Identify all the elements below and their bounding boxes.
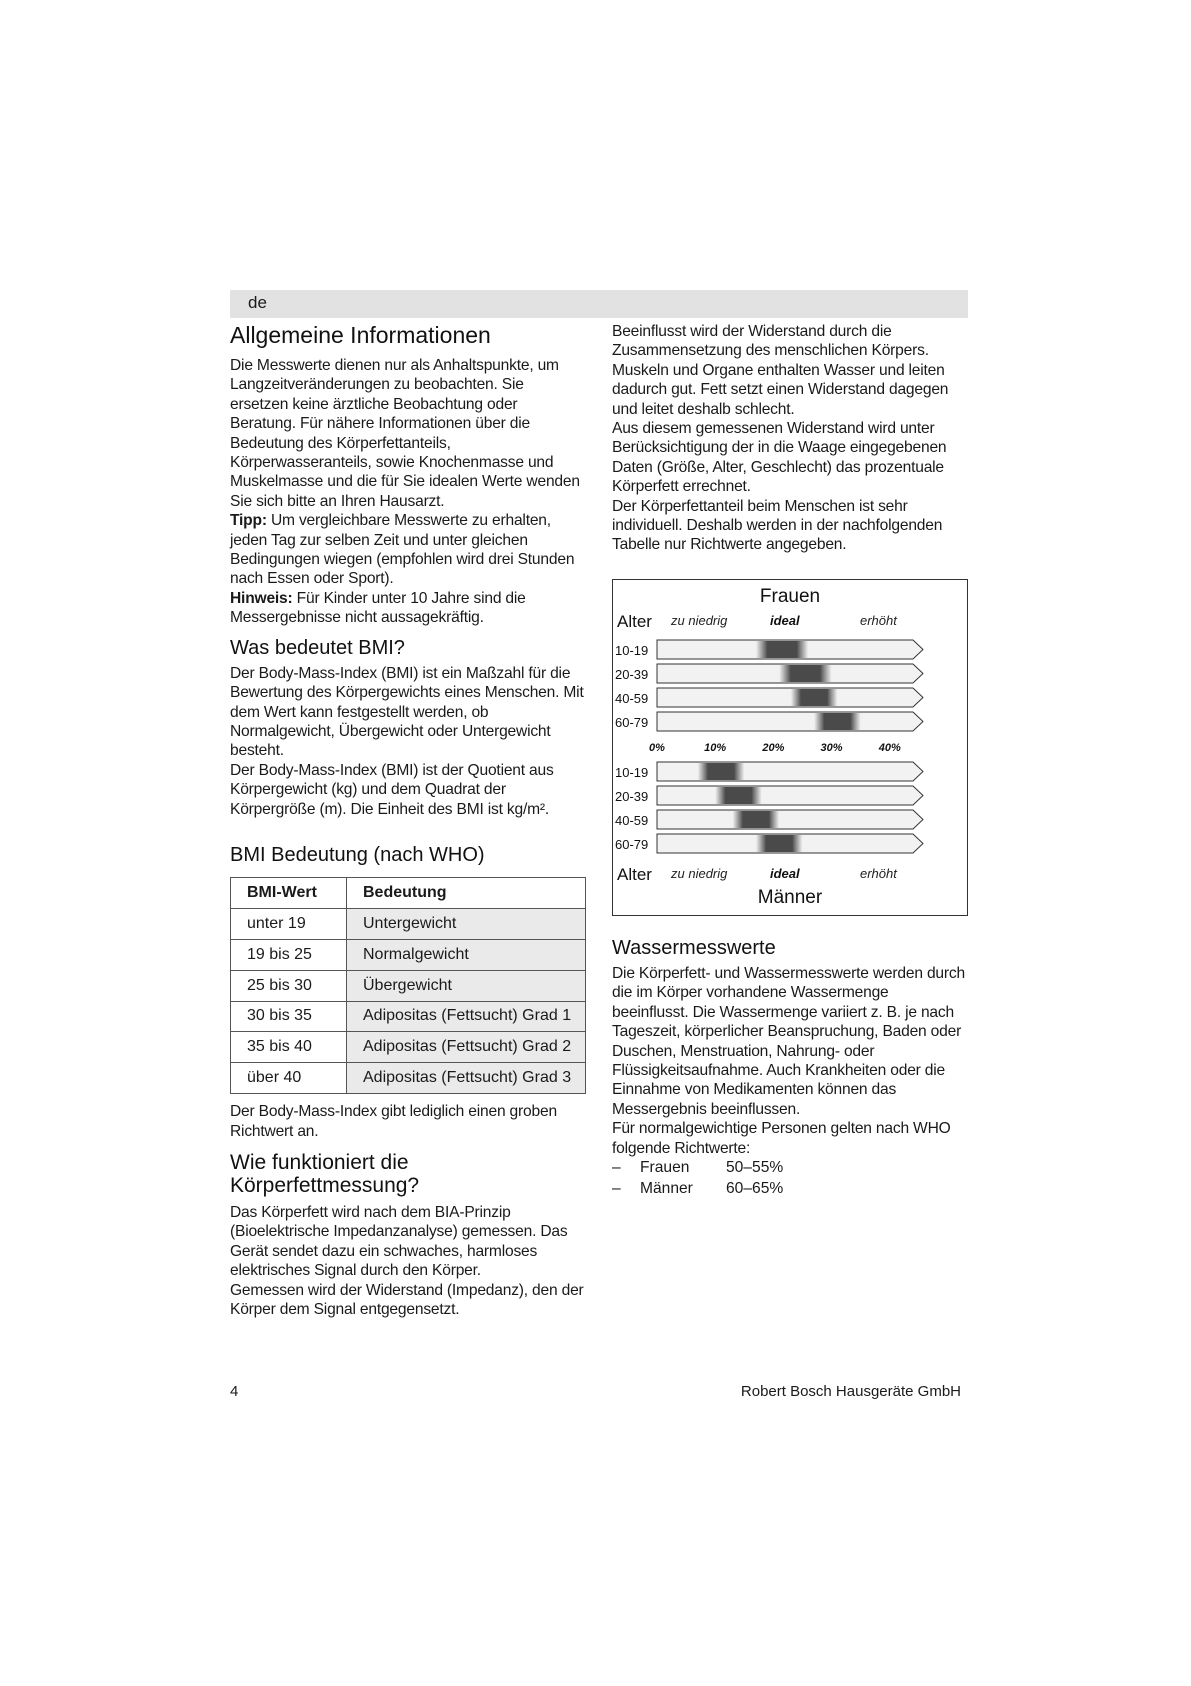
age-label: 20-39 [615,788,649,804]
bmi-table [230,877,586,1094]
table-cell: 25 bis 30 [231,970,347,1001]
list-label: Männer [640,1179,693,1197]
x-tick-label: 0% [649,741,665,754]
table-cell: Adipositas (Fettsucht) Grad 2 [347,1032,586,1063]
list-label: Frauen [640,1158,690,1176]
age-header: Alter [617,611,652,631]
bmi-note: Der Body-Mass-Index gibt lediglich einen groben Richtwert an. [230,1103,557,1140]
ideal-zone [791,689,838,706]
note-label: Hinweis: [230,589,293,607]
table-cell: 35 bis 40 [231,1032,347,1063]
table-header-row [231,877,586,908]
ideal-zone [715,787,762,804]
table-cell: 30 bis 35 [231,1001,347,1032]
age-label: 10-19 [615,764,649,780]
table-cell: Übergewicht [347,970,586,1001]
table-header-cell: BMI-Wert [231,877,347,908]
zone-label-high: erhöht [860,865,897,881]
range-bar [657,786,923,805]
age-header: Alter [617,864,652,884]
x-tick-label: 40% [878,741,901,754]
bmi-heading: Was bedeutet BMI? [230,636,405,659]
age-label: 20-39 [615,666,649,682]
right-paragraph-2: Aus diesem gemessenen Widerstand wird unter Berücksichtigung der in die Waage eingegebenen Daten (Größe, Alter, Geschlecht) das prozentuale Körperfett errechnet. [612,420,947,496]
body-fat-chart [612,579,968,916]
water-values-list [612,1158,968,1200]
list-dash: – [612,1179,621,1197]
zone-label-ideal: ideal [770,865,800,881]
general-heading: Allgemeine Informationen [230,322,491,348]
table-row [231,939,586,970]
left-column [230,322,586,1319]
general-body: Die Messwerte dienen nur als Anhaltspunkte, um Langzeitveränderungen zu beobachten. Sie ersetzen keine ärztliche Beobachtung oder Beratung. Für nähere Informationen über die Bedeutung des Körperfettanteils, Körperwasseranteils, sowie Knochenmasse und Muskelmasse und die für Sie idealen Werte wenden Sie sich bitte an Ihren Hausarzt. [230,357,580,510]
right-column [612,322,968,1200]
table-row [231,1063,586,1094]
company-name: Robert Bosch Hausgeräte GmbH [740,1383,961,1400]
zone-label-low: zu niedrig [671,865,728,881]
water-paragraph-2: Für normalgewichtige Personen gelten nach WHO folgende Richtwerte: [612,1120,951,1157]
age-label: 60-79 [615,836,649,852]
list-value: 50–55% [726,1158,784,1176]
table-cell: Normalgewicht [347,939,586,970]
note-text: Für Kinder unter 10 Jahre sind die Messergebnisse nicht aussagekräftig. [230,589,526,627]
who-heading: BMI Bedeutung (nach WHO) [230,843,485,866]
table-row [231,1032,586,1063]
fat-paragraph-1: Das Körperfett wird nach dem BIA-Prinzip (Bioelektrische Impedanzanalyse) gemessen. Das Gerät sendet dazu ein schwaches, harmloses elektrisches Signal durch den Körper. [230,1203,568,1280]
women-title: Frauen [759,585,821,607]
language-bar [230,290,968,318]
table-header-cell: Bedeutung [347,877,586,908]
zone-label-low: zu niedrig [671,612,728,628]
language-code: de [248,293,267,312]
water-paragraph-1: Die Körperfett- und Wassermesswerte werden durch die im Körper vorhandene Wassermenge beeinflusst. Die Wassermenge variiert z. B. je nach Tageszeit, körperlicher Beanspruchung, Baden oder Duschen, Menstruation, Nahrung- oder Flüssigkeitsaufnahme. Auch Krankheiten oder die Einnahme von Medikamenten können das Messergebnis beeinflussen. [612,964,965,1118]
x-tick-label: 30% [820,741,843,754]
x-tick-label: 10% [704,741,727,754]
right-paragraph-1: Beeinflusst wird der Widerstand durch die Zusammensetzung des menschlichen Körpers. Muskeln und Organe enthalten Wasser und leiten dadurch gut. Fett setzt einen Widerstand dagegen und leitet deshalb schlecht. [612,323,949,418]
table-cell: unter 19 [231,908,347,939]
age-label: 60-79 [615,714,649,730]
ideal-zone [698,763,745,780]
age-label: 40-59 [615,812,649,828]
ideal-zone [814,713,861,730]
table-cell: Adipositas (Fettsucht) Grad 1 [347,1001,586,1032]
table-row [231,970,586,1001]
bmi-paragraph-1: Der Body-Mass-Index (BMI) ist ein Maßzahl für die Bewertung des Körpergewichts eines Menschen. Mit dem Wert kann festgestellt werden, ob Normalgewicht, Übergewicht oder Untergewicht besteht. [230,664,584,760]
men-title: Männer [757,886,823,908]
list-item [612,1158,968,1179]
water-heading: Wassermesswerte [612,936,776,959]
age-label: 10-19 [615,642,649,658]
tip-label: Tipp: [230,512,267,530]
body-fat-chart-svg [613,580,967,915]
ideal-zone [733,811,780,828]
ideal-zone [756,641,808,658]
table-cell: Adipositas (Fettsucht) Grad 3 [347,1063,586,1094]
x-tick-label: 20% [762,741,785,754]
fat-heading: Wie funktioniert die Körperfettmessung? [230,1150,420,1197]
list-value: 60–65% [726,1179,784,1197]
zone-label-ideal: ideal [770,612,800,628]
range-bar [657,762,923,781]
ideal-zone [779,665,831,682]
list-item [612,1179,968,1200]
table-cell: über 40 [231,1063,347,1094]
fat-paragraph-2: Gemessen wird der Widerstand (Impedanz), den der Körper dem Signal entgegensetzt. [230,1281,584,1319]
page-number: 4 [230,1383,239,1400]
range-bar [657,810,923,829]
tip-text: Um vergleichbare Messwerte zu erhalten, jeden Tag zur selben Zeit und unter gleichen Bedingungen wiegen (empfohlen wird drei Stunden nach Essen oder Sport). [230,512,575,588]
note-paragraph [230,589,586,628]
list-dash: – [612,1158,621,1176]
age-label: 40-59 [615,690,649,706]
bmi-paragraph-2: Der Body-Mass-Index (BMI) ist der Quotient aus Körpergewicht (kg) und dem Quadrat der Körpergröße (m). Die Einheit des BMI ist kg/m². [230,761,554,818]
table-row [231,908,586,939]
range-bar [657,712,923,731]
right-paragraph-3: Der Körperfettanteil beim Menschen ist sehr individuell. Deshalb werden in der nachfolgenden Tabelle nur Richtwerte angegeben. [612,497,943,554]
table-cell: Untergewicht [347,908,586,939]
range-bar [657,688,923,707]
table-cell: 19 bis 25 [231,939,347,970]
tip-paragraph [230,511,586,589]
table-row [231,1001,586,1032]
zone-label-high: erhöht [860,612,897,628]
ideal-zone [756,835,803,852]
